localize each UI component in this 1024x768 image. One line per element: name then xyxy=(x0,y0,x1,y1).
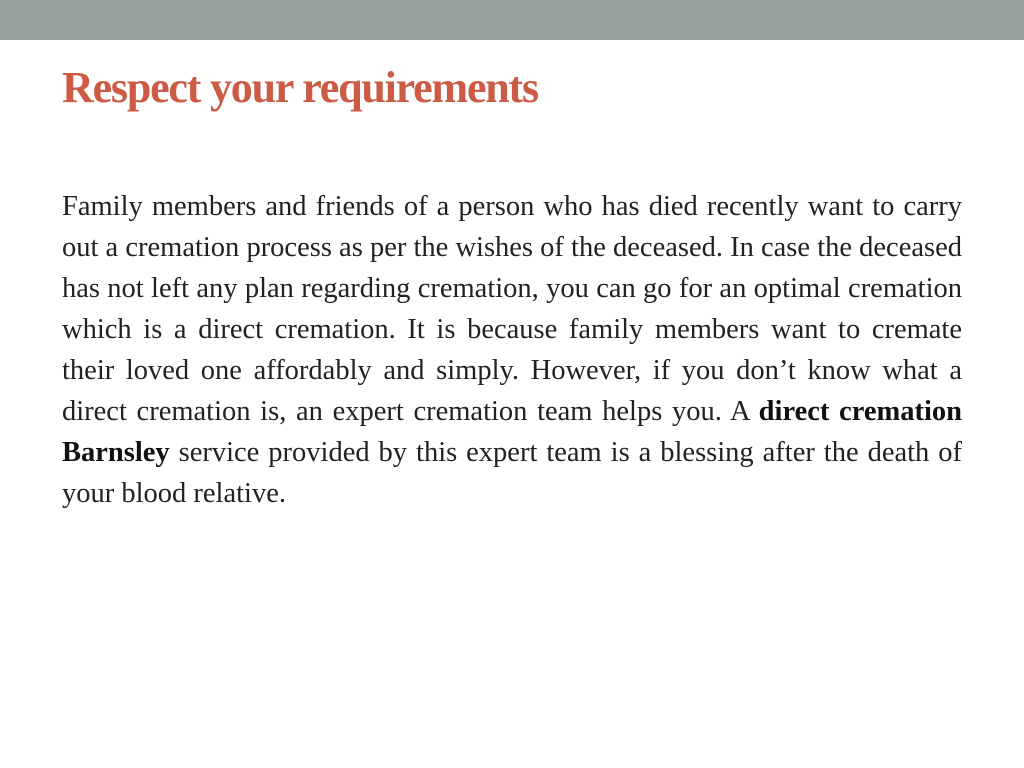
header-bar xyxy=(0,0,1024,40)
slide-title: Respect your requirements xyxy=(62,63,538,112)
slide-body-paragraph xyxy=(62,186,962,514)
body-text-outro: service provided by this expert team is a blessing after the death of your blood relative. xyxy=(62,437,962,509)
body-text-intro: Family members and friends of a person who has died recently want to carry out a cremation process as per the wishes of the deceased. In case the deceased has not left any plan regarding cremation, you can go for an optimal cremation which is a direct cremation. It is because family members want to cremate their loved one affordably and simply. However, if you don’t know what a direct cremation is, an expert cremation team helps you. A xyxy=(62,191,962,427)
body-keyword-bold: direct cremation Barnsley xyxy=(62,396,962,468)
